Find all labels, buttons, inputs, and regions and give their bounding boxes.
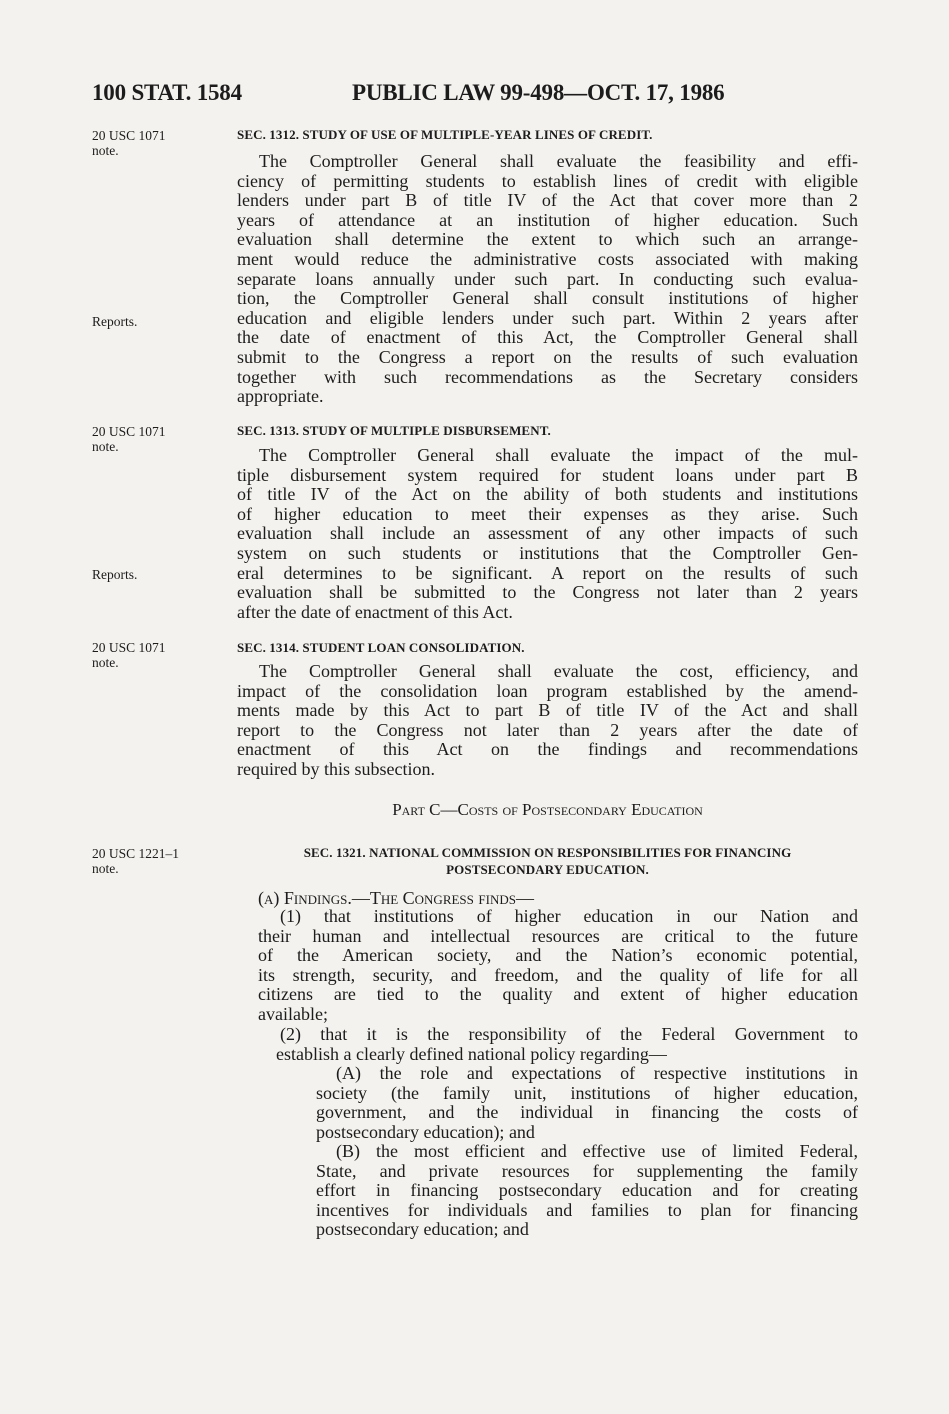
text-line: its strength, security, and freedom, and the quality of life for all — [258, 964, 858, 985]
sidenote-usc — [92, 640, 222, 670]
section-body-1313 — [237, 446, 858, 622]
heading-line: SEC. 1321. NATIONAL COMMISSION ON RESPONSIBILITIES FOR FINANCING — [303, 845, 792, 860]
sidenote-line: 20 USC 1221–1 — [92, 846, 180, 861]
text-line: system on such students or institutions that the Comptroller Gen- — [237, 542, 858, 563]
text-line: of title IV of the Act on the ability of both students and institutions — [237, 484, 858, 505]
text-line: (1) that institutions of higher education in our Nation and — [280, 906, 858, 926]
page-law-title: PUBLIC LAW 99-498—OCT. 17, 1986 — [352, 80, 725, 105]
sidenote-usc — [92, 424, 222, 454]
text-line: education and eligible lenders under such part. Within 2 years after — [237, 307, 858, 328]
text-line: impact of the consolidation loan program established by the amend- — [237, 680, 858, 701]
text-line: evaluation shall determine the extent to which such an arrange- — [237, 229, 858, 250]
section-body-1312 — [237, 152, 858, 407]
sidenote-line: 20 USC 1071 — [92, 424, 166, 439]
text-line: The Comptroller General shall evaluate the impact of the mul- — [259, 445, 858, 465]
text-line: (2) that it is the responsibility of the Federal Government to — [280, 1024, 858, 1044]
text-line: required by this subsection. — [237, 758, 435, 779]
text-line: citizens are tied to the quality and extent of higher education — [258, 984, 858, 1005]
sidenote-line: 20 USC 1071 — [92, 640, 166, 655]
section-heading-1314: SEC. 1314. STUDENT LOAN CONSOLIDATION. — [237, 640, 525, 655]
text-line: evaluation shall include an assessment of any other impacts of such — [237, 523, 858, 544]
finding-2 — [276, 1025, 858, 1064]
text-line: establish a clearly defined national policy regarding— — [276, 1043, 667, 1064]
text-line: appropriate. — [237, 386, 324, 407]
text-line: report to the Congress not later than 2 years after the date of — [237, 719, 858, 740]
page-stat-citation: 100 STAT. 1584 — [92, 80, 242, 105]
section-heading-1313: SEC. 1313. STUDY OF MULTIPLE DISBURSEMENT. — [237, 423, 551, 438]
text-line: ciency of permitting students to establish lines of credit with eligible — [237, 170, 858, 191]
text-line: tion, the Comptroller General shall consult institutions of higher — [237, 288, 858, 309]
text-line: tiple disbursement system required for student loans under part B — [237, 464, 858, 485]
part-c-heading: Part C—Costs of Postsecondary Education — [392, 800, 703, 819]
text-line: government, and the individual in financing the costs of — [316, 1102, 858, 1123]
text-line: of higher education to meet their expenses as they arise. Such — [237, 503, 858, 524]
section-body-1314 — [237, 662, 858, 780]
text-line: of the American society, and the Nation’s economic potential, — [258, 945, 858, 966]
finding-2a — [316, 1064, 858, 1142]
text-line: (B) the most efficient and effective use of limited Federal, — [336, 1141, 858, 1161]
sidenote-line: note. — [92, 439, 119, 454]
text-line: separate loans annually under such part. In conducting such evalua- — [237, 268, 858, 289]
text-line: State, and private resources for supplementing the family — [316, 1160, 858, 1181]
text-line: their human and intellectual resources are critical to the future — [258, 925, 858, 946]
sidenote-line: note. — [92, 655, 119, 670]
text-line: the date of enactment of this Act, the Comptroller General shall — [237, 327, 858, 348]
sidenote-reports: Reports. — [92, 314, 138, 329]
sidenote-usc — [92, 846, 222, 876]
sidenote-line: note. — [92, 143, 119, 158]
finding-1 — [258, 907, 858, 1025]
heading-line: POSTSECONDARY EDUCATION. — [446, 862, 649, 877]
text-line: evaluation shall be submitted to the Congress not later than 2 years — [237, 582, 858, 603]
text-line: The Comptroller General shall evaluate the feasibility and effi- — [259, 151, 858, 171]
text-line: effort in financing postsecondary education and for creating — [316, 1180, 858, 1201]
text-line: The Comptroller General shall evaluate the cost, efficiency, and — [259, 661, 858, 681]
text-line: postsecondary education; and — [316, 1219, 529, 1240]
text-line: enactment of this Act on the findings and recommendations — [237, 739, 858, 760]
findings-label: (a) Findings.—The Congress finds— — [258, 888, 534, 908]
text-line: (A) the role and expectations of respective institutions in — [336, 1063, 858, 1083]
section-heading-1312: SEC. 1312. STUDY OF USE OF MULTIPLE-YEAR LINES OF CREDIT. — [237, 127, 653, 142]
text-line: ments made by this Act to part B of title IV of the Act and shall — [237, 700, 858, 721]
text-line: society (the family unit, institutions of higher education, — [316, 1082, 858, 1103]
text-line: together with such recommendations as the Secretary considers — [237, 366, 858, 387]
text-line: eral determines to be significant. A report on the results of such — [237, 562, 858, 583]
sidenote-line: 20 USC 1071 — [92, 128, 166, 143]
text-line: postsecondary education); and — [316, 1121, 535, 1142]
text-line: lenders under part B of title IV of the Act that cover more than 2 — [237, 190, 858, 211]
text-line: available; — [258, 1003, 328, 1024]
text-line: ment would reduce the administrative costs associated with making — [237, 248, 858, 269]
sidenote-reports: Reports. — [92, 567, 138, 582]
finding-2b — [316, 1142, 858, 1240]
sidenote-line: note. — [92, 861, 119, 876]
text-line: years of attendance at an institution of higher education. Such — [237, 209, 858, 230]
section-heading-1321 — [237, 844, 858, 878]
text-line: incentives for individuals and families to plan for financing — [316, 1199, 858, 1220]
sidenote-usc — [92, 128, 222, 158]
text-line: after the date of enactment of this Act. — [237, 601, 513, 622]
text-line: submit to the Congress a report on the results of such evaluation — [237, 346, 858, 367]
